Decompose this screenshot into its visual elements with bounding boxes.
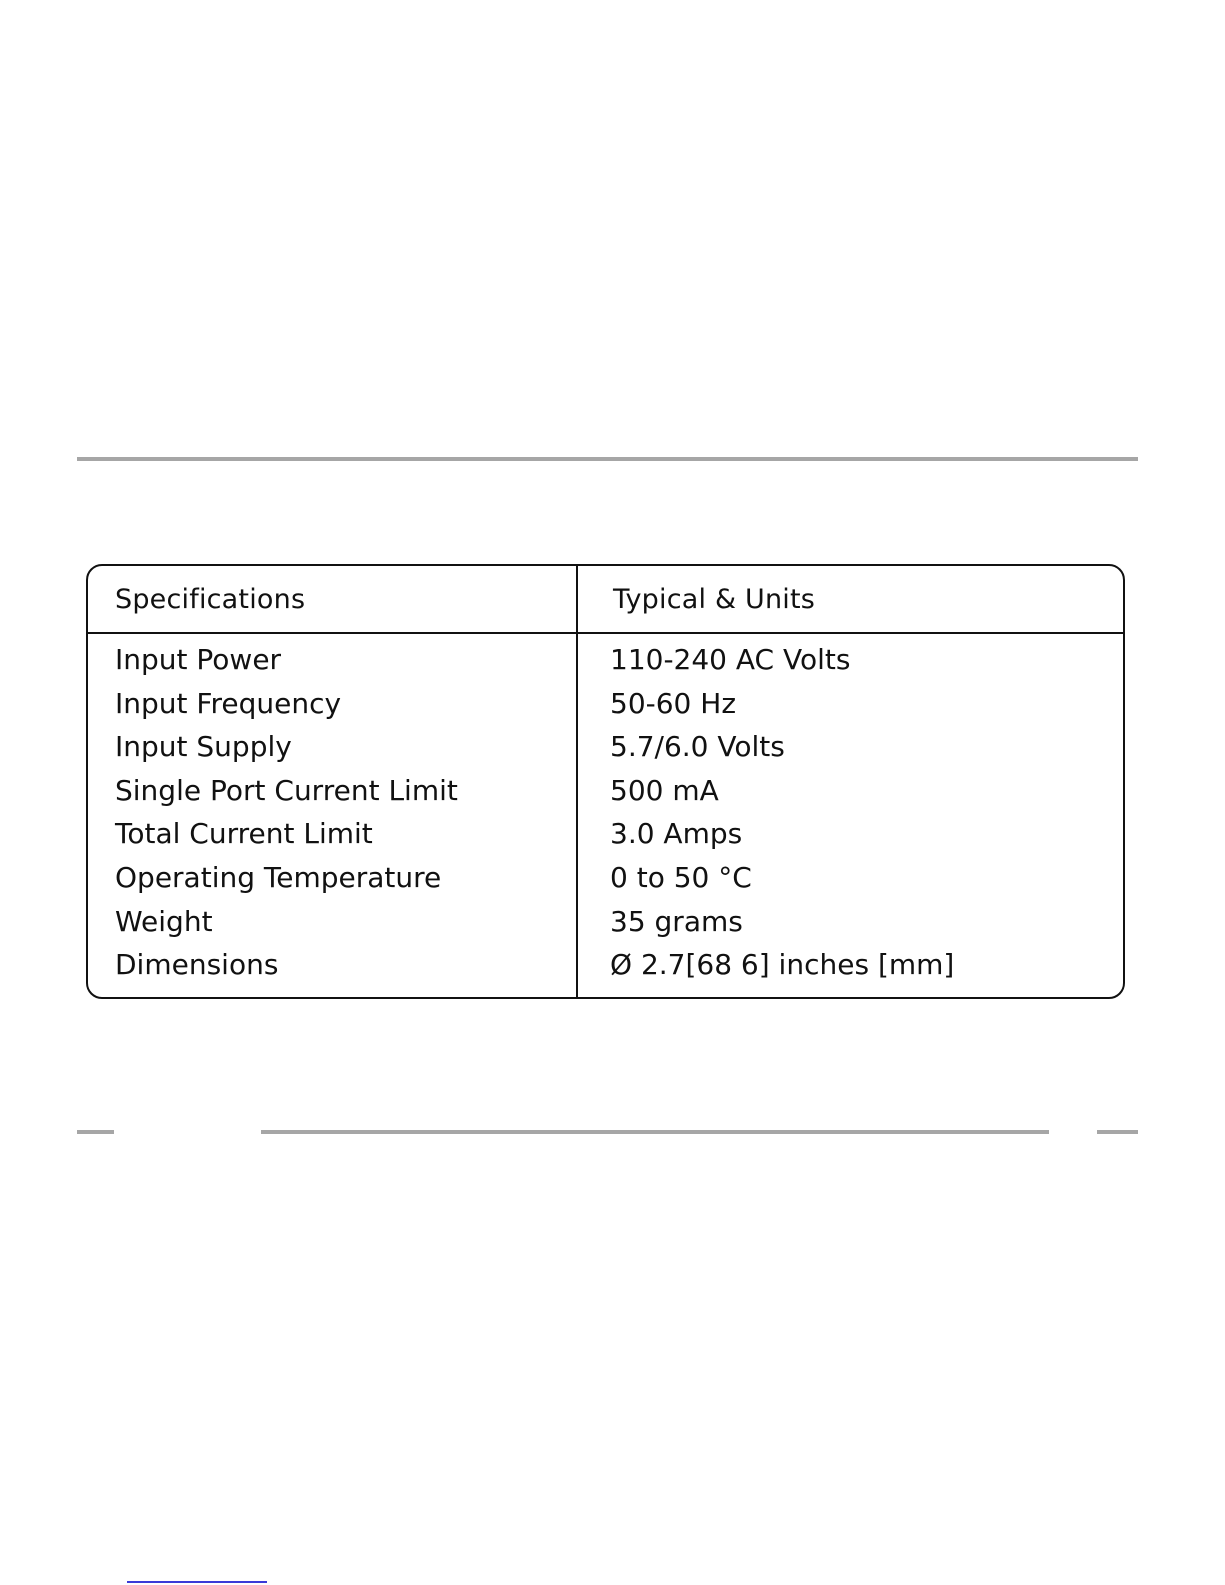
table-row bbox=[88, 947, 1123, 991]
header-typical-units: Typical & Units bbox=[613, 584, 816, 615]
specifications-table bbox=[86, 564, 1125, 999]
spec-value: 500 mA bbox=[610, 773, 719, 807]
spec-label: Dimensions bbox=[115, 948, 279, 982]
spec-label: Operating Temperature bbox=[115, 860, 442, 894]
header-divider bbox=[88, 632, 1123, 634]
spec-value: 50-60 Hz bbox=[610, 686, 737, 720]
table-row bbox=[88, 642, 1123, 686]
table-row bbox=[88, 686, 1123, 730]
table-row bbox=[88, 773, 1123, 817]
bottom-divider-rule-center bbox=[261, 1130, 1049, 1134]
spec-label: Input Supply bbox=[115, 730, 292, 764]
spec-value: 110-240 AC Volts bbox=[610, 643, 851, 676]
spec-label: Single Port Current Limit bbox=[115, 773, 458, 807]
bottom-divider-rule-right bbox=[1097, 1130, 1138, 1134]
spec-value: 35 grams bbox=[610, 904, 743, 938]
spec-value: Ø 2.7[68 6] inches [mm] bbox=[610, 948, 955, 982]
table-body bbox=[88, 642, 1123, 991]
table-row bbox=[88, 729, 1123, 773]
header-specifications: Specifications bbox=[115, 584, 306, 615]
spec-label: Weight bbox=[115, 904, 213, 938]
table-row bbox=[88, 860, 1123, 904]
spec-label: Input Power bbox=[115, 643, 282, 676]
top-divider-rule bbox=[77, 457, 1138, 461]
table-row bbox=[88, 816, 1123, 860]
spec-value: 0 to 50 °C bbox=[610, 860, 752, 894]
spec-value: 5.7/6.0 Volts bbox=[610, 730, 785, 764]
table-row bbox=[88, 904, 1123, 948]
spec-label: Input Frequency bbox=[115, 686, 342, 720]
spec-value: 3.0 Amps bbox=[610, 817, 743, 851]
bottom-divider-rule-left bbox=[77, 1130, 114, 1134]
footer-rule bbox=[127, 1581, 267, 1583]
spec-label: Total Current Limit bbox=[115, 817, 373, 851]
